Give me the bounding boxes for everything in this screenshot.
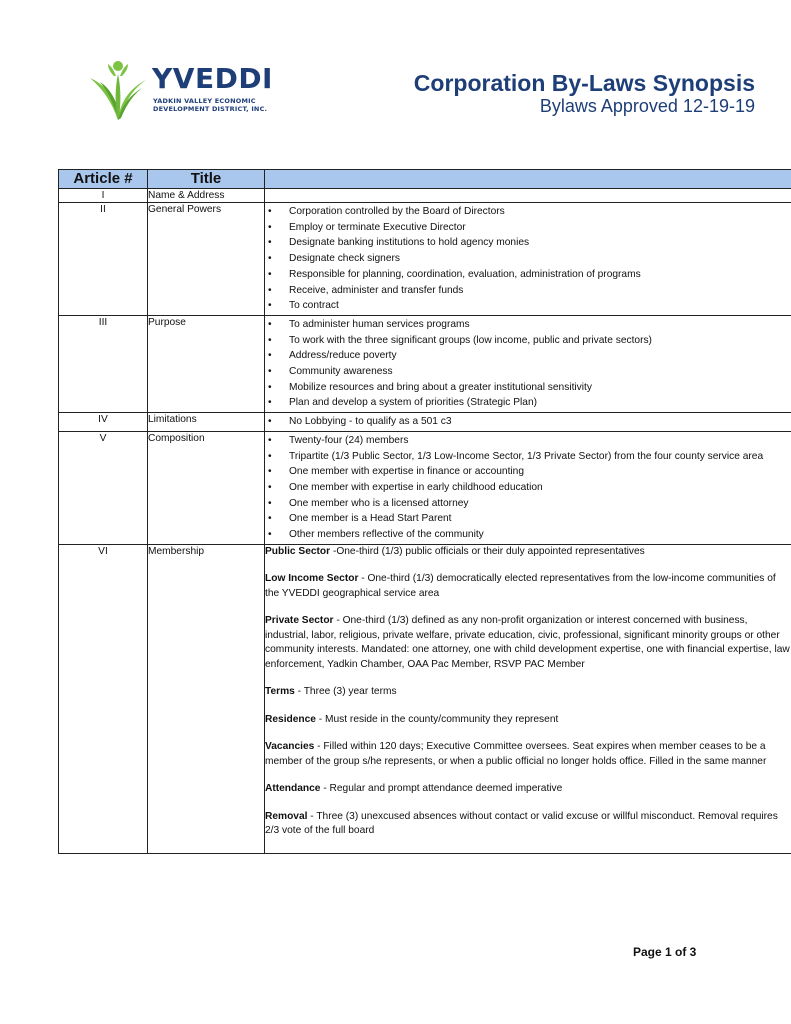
article-title: General Powers [148,203,265,316]
article-number: II [59,203,148,316]
brand-name: YVEDDI [152,62,273,95]
table-row [59,315,791,412]
article-number: I [59,189,148,203]
article-number: V [59,431,148,544]
page-number: Page 1 of 3 [633,945,697,959]
membership-vacancies: Vacancies - Filled within 120 days; Executive Committee oversees. Seat expires when member ceases to be a member of the group s/he represents, or when a public official no longer holds office. Filled in the same manner [265,741,767,767]
list-item: • Plan and develop a system of priorities (Strategic Plan) [265,395,791,411]
membership-low-income-sector: Low Income Sector - One-third (1/3) democratically elected representatives from the low-income communities of the YVEDDI geographical service area [265,573,776,599]
list-item: • Other members reflective of the community [265,527,791,543]
list-item: • One member with expertise in finance or accounting [265,464,791,480]
col-header-title: Title [148,170,265,189]
membership-removal: Removal - Three (3) unexcused absences without contact or valid excuse or willful misconduct. Removal requires 2/3 vote of the full board [265,810,778,837]
membership-residence: Residence - Must reside in the county/community they represent [265,713,559,725]
article-content [265,189,791,203]
list-item: • Corporation controlled by the Board of Directors [265,204,791,220]
article-title: Limitations [148,413,265,432]
article-title: Purpose [148,315,265,412]
membership-public-sector: Public Sector -One-third (1/3) public officials or their duly appointed representatives [265,545,645,557]
article-content [265,203,791,316]
list-item: • Community awareness [265,364,791,380]
list-item: • Tripartite (1/3 Public Sector, 1/3 Low-Income Sector, 1/3 Private Sector) from the four county service area [265,449,791,465]
membership-attendance: Attendance - Regular and prompt attendance deemed imperative [265,783,563,795]
bullet-list [265,432,791,544]
logo-wheat-icon [88,58,152,122]
list-item: • One member is a Head Start Parent [265,511,791,527]
table-row [59,413,791,432]
list-item: • Receive, administer and transfer funds [265,283,791,299]
list-item: • One member with expertise in early childhood education [265,480,791,496]
bullet-list [265,316,791,412]
list-item: • To administer human services programs [265,317,791,333]
list-item: • Twenty-four (24) members [265,433,791,449]
membership-private-sector: Private Sector - One-third (1/3) defined as any non-profit organization or interest concerned with business, industrial, labor, religious, private welfare, private education, civic, professional, significant minority groups or other community interests. Mandated: one attorney, one with child development expertise, one with financial expertise, law enforcement, Yadkin Chamber, OAA Pac Member, RSVP PAC Member [265,615,790,670]
list-item: • Mobilize resources and bring about a greater institutional sensitivity [265,380,791,396]
article-content [265,544,791,853]
table-row [59,189,791,203]
table-row [59,431,791,544]
article-content [265,315,791,412]
col-header-article: Article # [59,170,148,189]
article-title: Name & Address [148,189,265,203]
list-item: • Responsible for planning, coordination, evaluation, administration of programs [265,267,791,283]
brand-tagline: YADKIN VALLEY ECONOMIC DEVELOPMENT DISTRICT, INC. [153,97,268,113]
article-number: III [59,315,148,412]
table-header-row [59,170,791,189]
table-row [59,203,791,316]
article-number: IV [59,413,148,432]
table-row [59,544,791,853]
article-title: Membership [148,544,265,853]
bylaws-table [58,169,791,854]
col-header-content [265,170,791,189]
list-item: • To contract [265,298,791,314]
list-item: • Employ or terminate Executive Director [265,220,791,236]
list-item: • Address/reduce poverty [265,348,791,364]
article-title: Composition [148,431,265,544]
list-item: • No Lobbying - to qualify as a 501 c3 [265,414,791,430]
page-title: Corporation By-Laws Synopsis [413,70,755,96]
bullet-list [265,203,791,315]
list-item: • One member who is a licensed attorney [265,496,791,512]
article-number: VI [59,544,148,853]
article-content [265,431,791,544]
membership-terms: Terms - Three (3) year terms [265,686,397,698]
bullet-list [265,413,791,431]
list-item: • To work with the three significant groups (low income, public and private sectors) [265,333,791,349]
article-content [265,413,791,432]
list-item: • Designate check signers [265,251,791,267]
page-subtitle: Bylaws Approved 12-19-19 [539,96,755,116]
list-item: • Designate banking institutions to hold agency monies [265,235,791,251]
